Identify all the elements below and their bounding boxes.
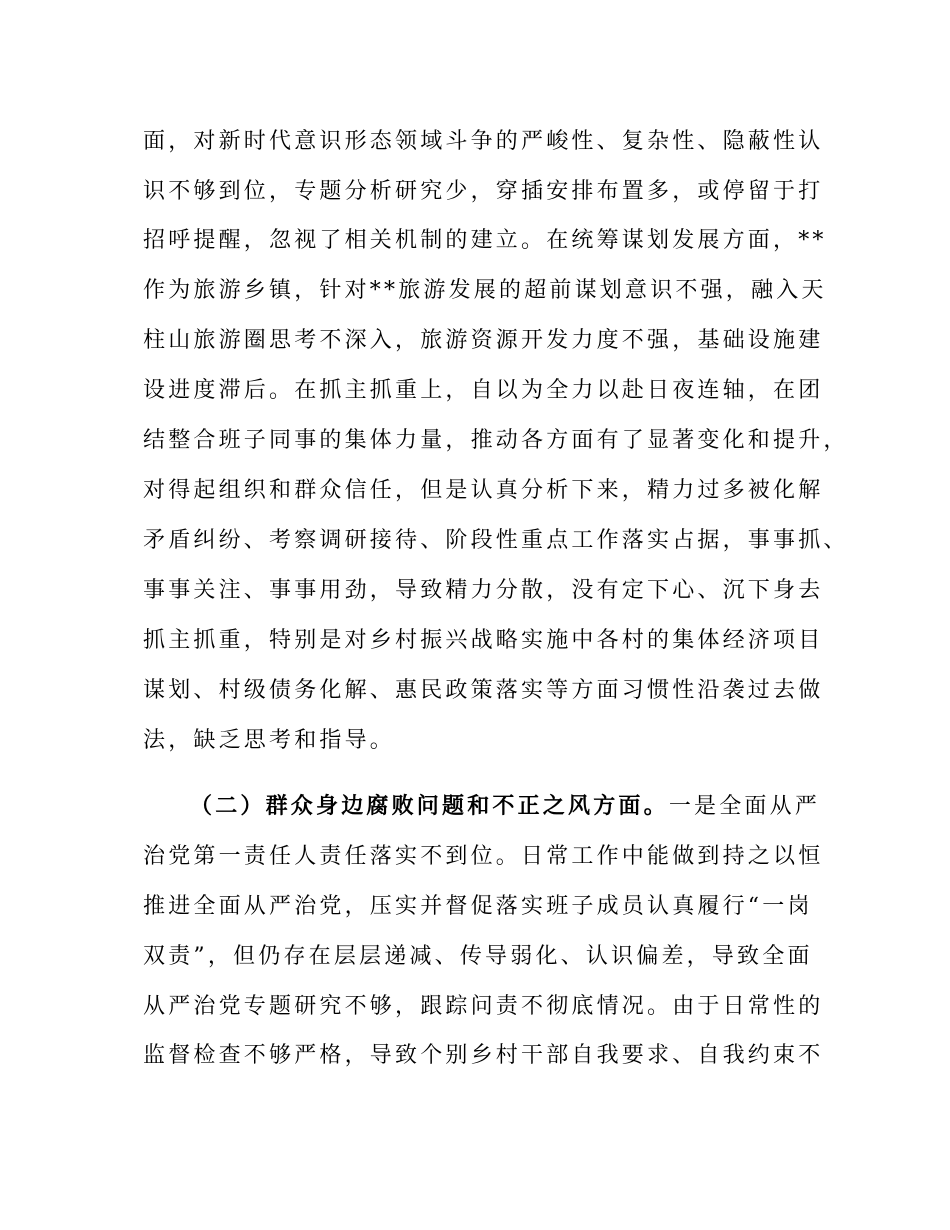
paragraph-line: 结整合班子同事的集体力量，推动各方面有了显著变化和提升， <box>143 428 849 453</box>
paragraph-line: 抓主抓重，特别是对乡村振兴战略实施中各村的集体经济项目 <box>143 628 824 653</box>
paragraph-line: 作为旅游乡镇，针对**旅游发展的超前谋划意识不强，融入天 <box>143 278 827 303</box>
paragraph-line: 双责”，但仍存在层层递减、传导弱化、认识偏差，导致全面 <box>143 944 813 969</box>
paragraph-line: 事事关注、事事用劲，导致精力分散，没有定下心、沉下身去 <box>143 578 824 603</box>
paragraph-line: 对得起组织和群众信任，但是认真分析下来，精力过多被化解 <box>143 478 824 503</box>
section-first-line-text: 一是全面从严 <box>668 794 821 819</box>
paragraph-line: 谋划、村级债务化解、惠民政策落实等方面习惯性沿袭过去做 <box>143 678 824 703</box>
paragraph-line: 面，对新时代意识形态领域斗争的严峻性、复杂性、隐蔽性认 <box>143 129 824 154</box>
paragraph-line: 招呼提醒，忽视了相关机制的建立。在统筹谋划发展方面，** <box>143 228 827 253</box>
paragraph-line: 治党第一责任人责任落实不到位。日常工作中能做到持之以恒 <box>143 844 824 869</box>
paragraph-line: 监督检查不够严格，导致个别乡村干部自我要求、自我约束不 <box>143 1043 824 1068</box>
paragraph-line: 推进全面从严治党，压实并督促落实班子成员认真履行“一岗 <box>143 894 813 919</box>
section-heading: （二）群众身边腐败问题和不正之风方面。 <box>190 793 669 819</box>
paragraph-line: 矛盾纠纷、考察调研接待、阶段性重点工作落实占据，事事抓、 <box>143 528 849 553</box>
paragraph-line: 从严治党专题研究不够，跟踪问责不彻底情况。由于日常性的 <box>143 994 824 1019</box>
section-heading-line <box>190 792 820 821</box>
paragraph-line: 法，缺乏思考和指导。 <box>143 728 396 753</box>
paragraph-line: 识不够到位，专题分析研究少，穿插安排布置多，或停留于打 <box>143 179 824 204</box>
paragraph-line: 设进度滞后。在抓主抓重上，自以为全力以赴日夜连轴，在团 <box>143 378 824 403</box>
paragraph-line: 柱山旅游圈思考不深入，旅游资源开发力度不强，基础设施建 <box>143 328 824 353</box>
